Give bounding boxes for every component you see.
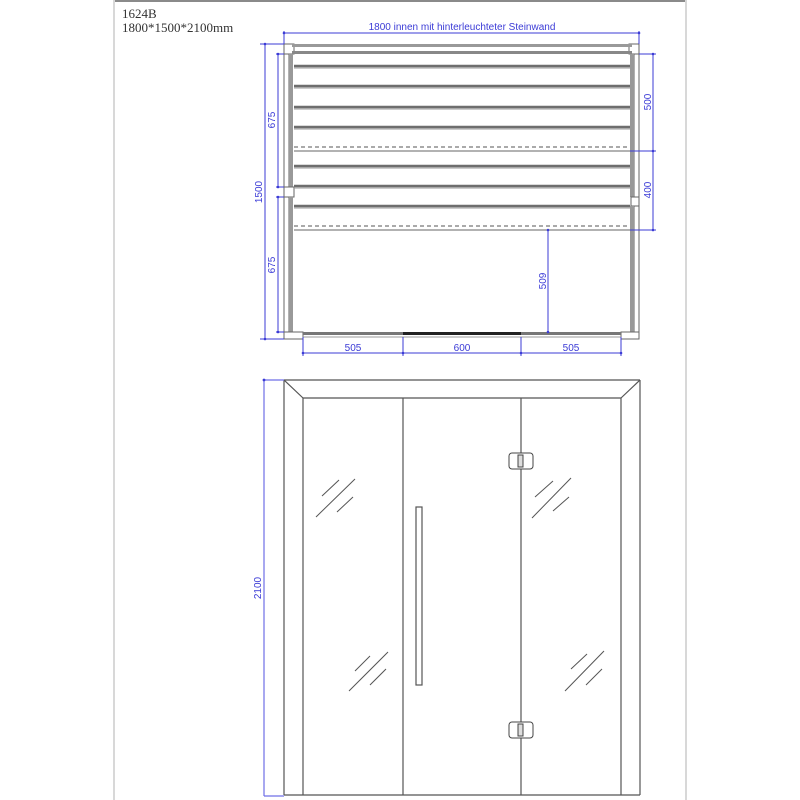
dim-bottom-left: 505: [344, 343, 362, 354]
dim-bench-depth: 509: [538, 272, 549, 290]
glass-reflection-icon: [565, 651, 604, 691]
right-wall-upper-inner: [630, 54, 634, 197]
glass-reflection-icon: [349, 652, 388, 691]
glass-reflection-icon: [316, 479, 355, 517]
glass-reflection-icon: [532, 478, 571, 518]
left-wall-lower-inner: [289, 197, 293, 332]
left-wall-upper-inner: [289, 54, 293, 187]
dim-left-upper: 675: [267, 111, 278, 129]
right-mid-post: [631, 197, 639, 206]
dim-bottom-right: 505: [562, 343, 580, 354]
front-door-glass: [403, 332, 521, 335]
dim-top-width: 1800 innen mit hinterleuchteter Steinwand: [368, 22, 556, 33]
dim-left-lower: 675: [267, 256, 278, 274]
front-elevation: [284, 380, 640, 795]
right-wall-lower-inner: [630, 206, 634, 332]
plan-view: [254, 22, 656, 356]
model-number: 1624B: [122, 6, 157, 21]
hinge-lower: [509, 722, 533, 738]
right-wall-lower: [634, 206, 639, 332]
elevation-dimensions: [264, 380, 284, 796]
dim-right-lower: 400: [643, 181, 654, 199]
dim-right-upper: 500: [643, 93, 654, 111]
left-wall-lower: [284, 197, 289, 332]
bench-slats: [294, 66, 630, 206]
post-bottom-left: [284, 332, 303, 339]
dim-bottom-center: 600: [453, 343, 471, 354]
dim-elevation-height: 2100: [253, 576, 264, 600]
door-handle[interactable]: [416, 507, 422, 685]
back-wall-inner: [292, 51, 632, 54]
overall-dimensions: 1800*1500*2100mm: [122, 20, 234, 35]
plan-dimensions: [260, 31, 656, 356]
right-wall-upper: [634, 54, 639, 197]
post-bottom-right: [621, 332, 639, 339]
back-wall-outer: [292, 44, 632, 47]
left-mid-post: [284, 187, 294, 197]
glass-reflection-icons: [316, 478, 604, 691]
left-wall-upper: [284, 54, 289, 187]
dim-left-total: 1500: [254, 180, 265, 204]
hinge-upper: [509, 453, 533, 469]
